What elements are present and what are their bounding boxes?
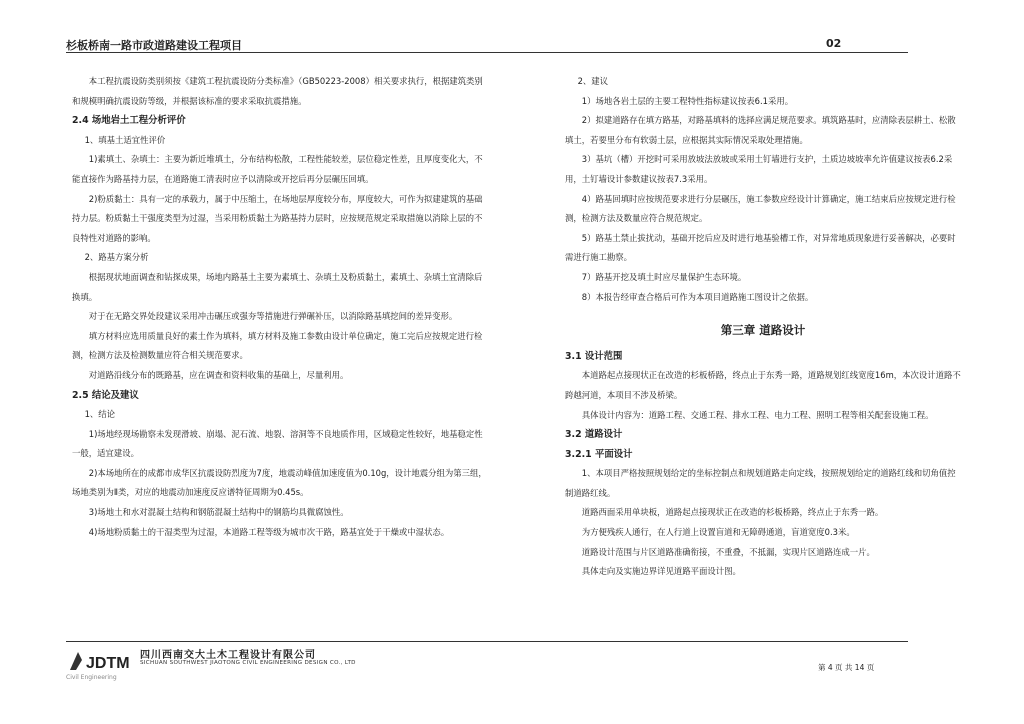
section-heading-2-4: 2.4 场地岩土工程分析评价 — [72, 115, 186, 127]
section-heading-3-1: 3.1 设计范围 — [565, 350, 623, 362]
paragraph: 1)素填土、杂填土：主要为新近堆填土，分布结构松散，工程性能较差，层位稳定性差，且厚度变化大，不能直接作为路基持力层，在道路施工清表时应予以清除或开挖后再分层碾压回填。 — [72, 154, 483, 184]
subheading: 2、路基方案分析 — [84, 252, 149, 263]
paragraph: 1、本项目严格按照规划给定的坐标控制点和规划道路走向定线，按照规划给定的道路红线和切角值控制道路红线。 — [565, 468, 956, 498]
list-item: 8）本报告经审查合格后可作为本项目道路施工图设计之依据。 — [581, 291, 814, 302]
list-item: 2）拟建道路存在填方路基，对路基填料的选择应满足规范要求。填筑路基时，应清除表层耕土、松散填土，若要里分布有软弱土层，应根据其实际情况采取处理措施。 — [565, 115, 956, 145]
list-item: 1）场地各岩土层的主要工程特性指标建议按表6.1采用。 — [581, 95, 794, 106]
paragraph: 本工程抗震设防类别须按《建筑工程抗震设防分类标准》（GB50223-2008）相关要求执行，根据建筑类别和规模明确抗震设防等级，并根据该标准的要求采取抗震措施。 — [72, 76, 483, 106]
section-heading-3-2: 3.2 道路设计 — [565, 429, 623, 441]
paragraph: 3)场地土和水对混凝土结构和钢筋混凝土结构中的钢筋均具微腐蚀性。 — [88, 507, 349, 518]
page-number: 第 4 页 共 14 页 — [818, 663, 875, 672]
company-name-cn: 四川西南交大土木工程设计有限公司 — [140, 650, 316, 661]
paragraph: 对于在无路交界处段建议采用冲击碾压或强夯等措施进行弹碾补压，以消除路基填挖间的差异变形。 — [88, 311, 458, 322]
paragraph: 1)场地经现场勘察未发现滑坡、崩塌、泥石流、地裂、溶洞等不良地质作用，区域稳定性较好，地基稳定性一般，适宜建设。 — [72, 428, 483, 459]
page-code: 02 — [826, 37, 842, 50]
paragraph: 对道路沿线分布的既路基，应在调查和资料收集的基础上，尽量利用。 — [88, 369, 349, 380]
paragraph: 道路设计范围与片区道路准确衔接，不重叠，不抵漏，实现片区道路连成一片。 — [581, 546, 875, 557]
paragraph: 为方便残疾人通行，在人行道上设置盲道和无障碍通道，盲道宽度0.3米。 — [581, 527, 855, 538]
list-item: 5）路基土禁止拔扰动，基础开挖后应及时进行地基验槽工作，对异常地质现象进行妥善解决，必要时需进行施工勘察。 — [565, 232, 956, 263]
chapter-heading: 第三章 道路设计 — [720, 323, 806, 338]
paragraph: 根据现状地面调查和钻探成果，场地内路基土主要为素填土、杂填土及粉质黏土，素填土、杂填土宜清除后换填。 — [72, 271, 483, 302]
paragraph: 2)本场地所在的成都市成华区抗震设防烈度为7度，地震动峰值加速度值为0.10g，设计地震分组为第三组，场地类别为Ⅱ类，对应的地震动加速度反应谱特征周期为0.45s。 — [72, 467, 487, 498]
list-item: 7）路基开挖及填土时应尽量保护生态环境。 — [581, 271, 747, 282]
section-heading-3-2-1: 3.2.1 平面设计 — [565, 448, 633, 460]
logo-subtitle: Civil Engineering — [66, 674, 117, 681]
subheading: 1、结论 — [84, 409, 116, 420]
paragraph: 本道路起点接现状正在改造的杉板桥路，终点止于东秀一路，道路规划红线宽度16m，本次设计道路不跨越河道，本项目不涉及桥梁。 — [565, 370, 961, 400]
paragraph: 2)粉质黏土：具有一定的承载力，属于中压缩土，在场地层厚度较分布，厚度较大，可作为拟建建筑的基础持力层。粉质黏土干强度类型为过湿，当采用粉质黏土为路基持力层时，应按规范规定采取措施以消除上层的不良特性对道路的影响。 — [72, 193, 483, 243]
paragraph: 填方材料应选用质量良好的素土作为填料，填方材料及施工参数由设计单位确定，施工完后应按规定进行检测，检测方法及检测数量应符合相关规范要求。 — [72, 330, 483, 361]
left-column — [72, 72, 487, 542]
footer-rule — [66, 641, 908, 642]
list-item: 4）路基回填时应按规范要求进行分层碾压，施工参数应经设计计算确定，施工结束后应按规定进行检测，检测方法及数量应符合规范规定。 — [565, 193, 956, 224]
company-name-en: SICHUAN SOUTHWEST JIAOTONG CIVIL ENGINEERING DESIGN CO., LTD — [140, 660, 356, 666]
list-item: 3）基坑（槽）开挖时可采用放坡法放坡或采用土钉墙进行支护，土质边坡坡率允许值建议按表6.2采用，土钉墙设计参数建议按表7.3采用。 — [565, 154, 953, 184]
header-rule — [66, 52, 908, 53]
section-heading-2-5: 2.5 结论及建议 — [72, 389, 139, 401]
paragraph: 4)场地粉质黏土的干湿类型为过湿，本道路工程等级为城市次干路，路基宜处于干燥或中湿状态。 — [88, 526, 450, 537]
subheading: 2、建议 — [577, 76, 609, 86]
paragraph: 道路西面采用单块板，道路起点接现状正在改造的杉板桥路，终点止于东秀一路。 — [581, 507, 884, 518]
logo-text: JDTM — [86, 655, 130, 672]
company-logo — [68, 648, 130, 674]
right-column — [565, 72, 961, 582]
paragraph: 具体设计内容为：道路工程、交通工程、排水工程、电力工程、照明工程等相关配套设施工程。 — [581, 409, 934, 420]
paragraph: 具体走向及实施边界详见道路平面设计图。 — [581, 566, 741, 577]
subheading: 1、填基土适宜性评价 — [84, 134, 166, 145]
document-title: 杉板桥南一路市政道路建设工程项目 — [66, 39, 242, 52]
